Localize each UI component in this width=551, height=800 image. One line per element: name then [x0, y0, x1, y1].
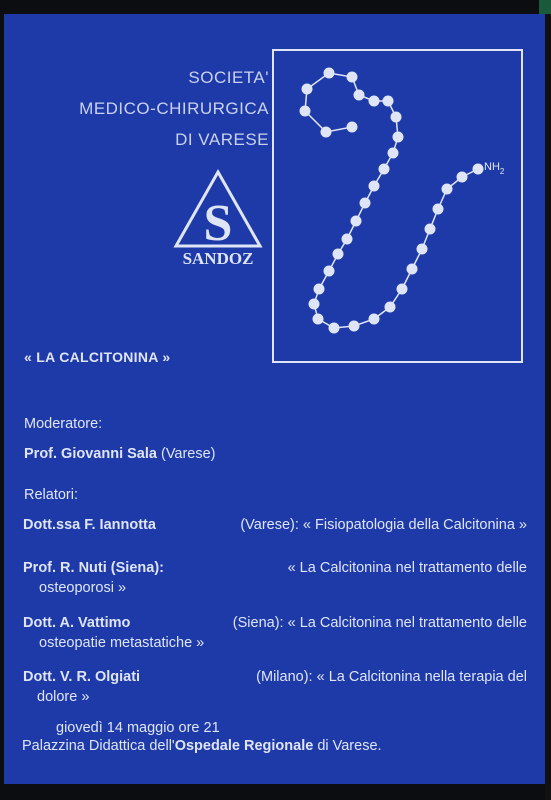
amino-acid-bead: [417, 244, 428, 255]
logo-letter: S: [203, 195, 233, 252]
society-line-1: SOCIETA': [188, 68, 269, 87]
speaker-topic: (Milano): « La Calcitonina nella terapia del: [256, 669, 527, 685]
amino-acid-bead: [324, 266, 335, 277]
amino-acid-bead: [314, 284, 325, 295]
amino-acid-bead: [369, 314, 380, 325]
place-suffix: di Varese.: [313, 738, 382, 754]
amino-acid-bead: [433, 204, 444, 215]
speaker-name: Dott. V. R. Olgiati: [23, 669, 141, 685]
amino-acid-bead: [333, 249, 344, 260]
event-place: [22, 738, 382, 754]
amino-acid-bead: [349, 321, 360, 332]
amino-acid-bead: [473, 164, 484, 175]
amino-acid-bead: [347, 122, 358, 133]
moderator-heading: Moderatore:: [24, 416, 103, 432]
speaker-4: [23, 667, 527, 707]
event-date: giovedì 14 maggio ore 21: [56, 720, 220, 736]
speaker-3: [23, 613, 527, 653]
amino-acid-bead: [321, 127, 332, 138]
sandoz-logo: [172, 168, 264, 278]
amino-acid-bead: [329, 323, 340, 334]
amino-acid-bead: [425, 224, 436, 235]
amino-acid-bead: [388, 148, 399, 159]
amino-acid-bead: [379, 164, 390, 175]
society-line-2: MEDICO-CHIRURGICA: [79, 99, 269, 118]
amino-acid-bead: [383, 96, 394, 107]
speakers-heading: Relatori:: [24, 487, 78, 503]
speaker-topic-cont: dolore »: [37, 689, 90, 705]
amino-acid-bead: [385, 302, 396, 313]
poster-title: « LA CALCITONINA »: [24, 349, 171, 365]
svg-text:NH2: [484, 161, 505, 176]
speaker-topic-cont: osteopatie metastatiche »: [39, 635, 205, 651]
amino-acid-bead: [351, 216, 362, 227]
speaker-2: [23, 558, 527, 598]
amino-acid-bead: [313, 314, 324, 325]
logo-text: SANDOZ: [182, 249, 254, 268]
speaker-topic: (Varese): « Fisiopatologia della Calcitonina »: [240, 517, 527, 533]
amino-acid-bead: [393, 132, 404, 143]
scan-edge: [539, 0, 551, 14]
speaker-name: Dott.ssa F. Iannotta: [23, 517, 156, 533]
amino-acid-bead: [342, 234, 353, 245]
speaker-topic-cont: osteoporosi »: [39, 580, 127, 596]
place-hospital: Ospedale Regionale: [174, 738, 314, 754]
amino-acid-bead: [354, 90, 365, 101]
amino-acid-bead: [360, 198, 371, 209]
amino-acid-bead: [369, 181, 380, 192]
nh-label: NH: [484, 161, 500, 173]
place-prefix: Palazzina Didattica dell': [22, 738, 175, 754]
amino-acid-bead: [391, 112, 402, 123]
amino-acid-bead: [369, 96, 380, 107]
amino-acid-bead: [300, 106, 311, 117]
scan-edge-right: [545, 14, 551, 800]
speaker-topic: « La Calcitonina nel trattamento delle: [287, 560, 527, 576]
amino-acid-bead: [457, 172, 468, 183]
speaker-name: Prof. R. Nuti (Siena):: [23, 560, 164, 576]
poster: [4, 14, 545, 784]
amino-acid-bead: [324, 68, 335, 79]
amino-acid-bead: [407, 264, 418, 275]
amino-acid-bead: [347, 72, 358, 83]
speaker-1: [23, 515, 527, 535]
moderator-city: (Varese): [160, 446, 216, 462]
amino-acid-bead: [309, 299, 320, 310]
amino-acid-bead: [442, 184, 453, 195]
amino-acid-bead: [397, 284, 408, 295]
moderator-name: Prof. Giovanni Sala: [24, 446, 157, 462]
amino-acid-bead: [302, 84, 313, 95]
moderator-line: [24, 446, 216, 462]
speaker-name: Dott. A. Vattimo: [23, 615, 131, 631]
nh-subscript: 2: [499, 167, 505, 176]
speaker-topic: (Siena): « La Calcitonina nel trattamento delle: [232, 615, 527, 631]
society-name: [79, 62, 269, 155]
society-line-3: DI VARESE: [175, 130, 269, 149]
calcitonin-molecule-diagram: [272, 49, 523, 363]
